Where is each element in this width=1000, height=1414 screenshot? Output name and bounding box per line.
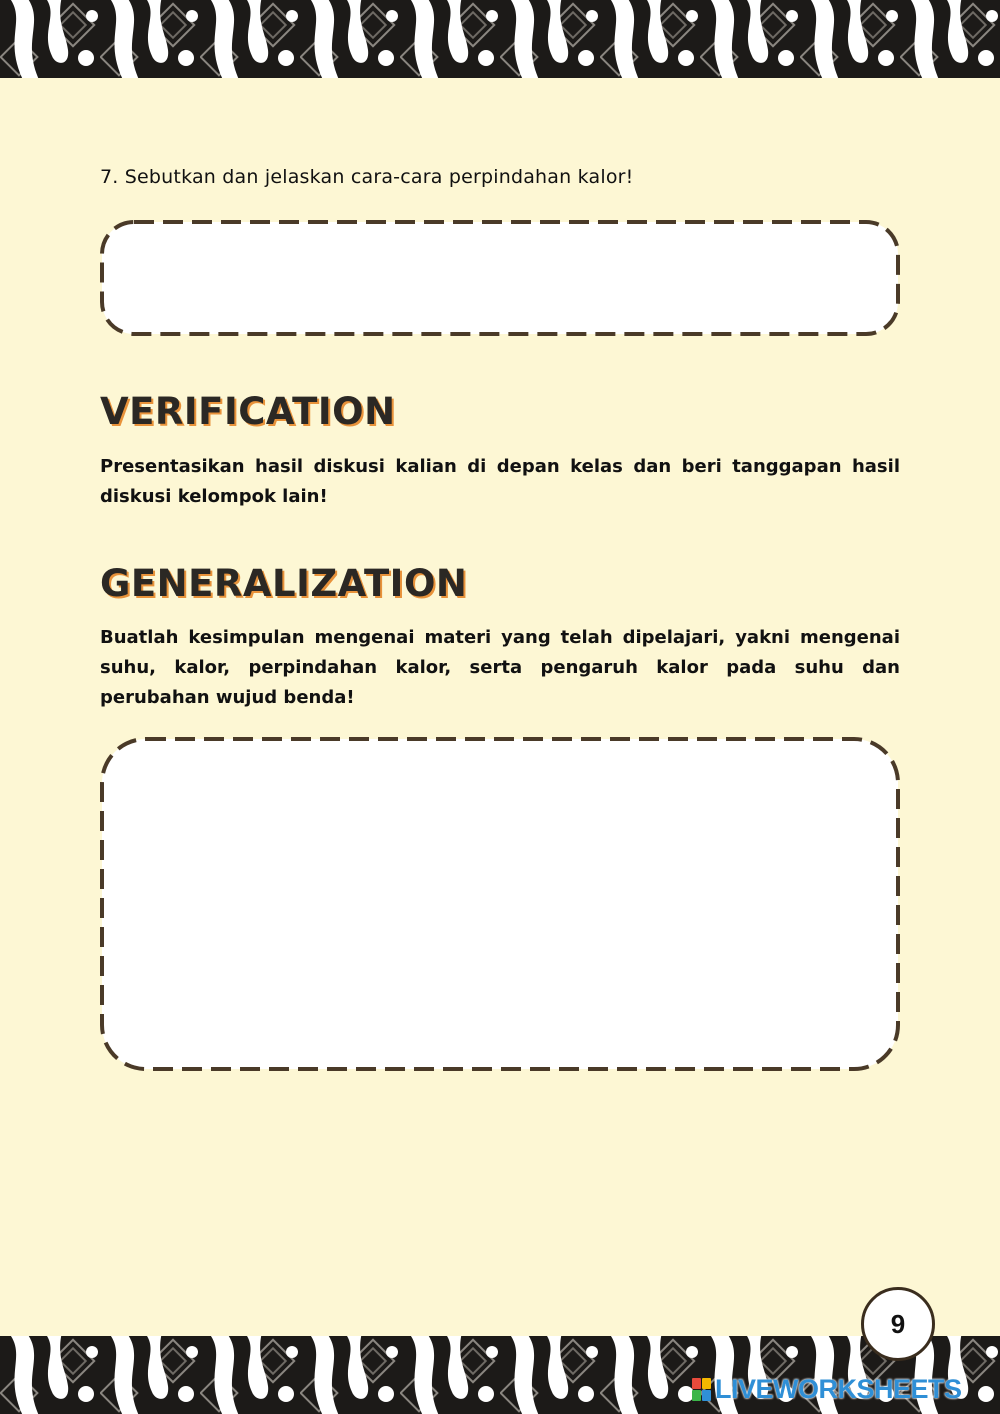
page-number: 9: [861, 1287, 935, 1361]
question-7: 7. Sebutkan dan jelaskan cara-cara perpindahan kalor!: [100, 166, 634, 188]
liveworksheets-icon: [692, 1378, 711, 1401]
verification-instruction: Presentasikan hasil diskusi kalian di depan kelas dan beri tanggapan hasil diskusi kelompok lain!: [100, 456, 900, 507]
generalization-instruction: Buatlah kesimpulan mengenai materi yang telah dipelajari, yakni mengenai suhu, kalor, perpindahan kalor, serta pengaruh kalor pada suhu dan perubahan wujud benda!: [100, 627, 900, 708]
answer-input-question-7[interactable]: [121, 235, 879, 321]
verification-heading: VERIFICATION: [100, 390, 396, 433]
answer-input-generalization[interactable]: [121, 752, 879, 1056]
answer-box-generalization[interactable]: [99, 736, 901, 1072]
liveworksheets-logo-text: LIVEWORKSHEETS: [715, 1373, 962, 1404]
generalization-heading: GENERALIZATION: [100, 562, 468, 605]
liveworksheets-logo[interactable]: [692, 1374, 962, 1404]
answer-box-question-7[interactable]: [99, 219, 901, 337]
batik-border-top: [0, 0, 1000, 78]
